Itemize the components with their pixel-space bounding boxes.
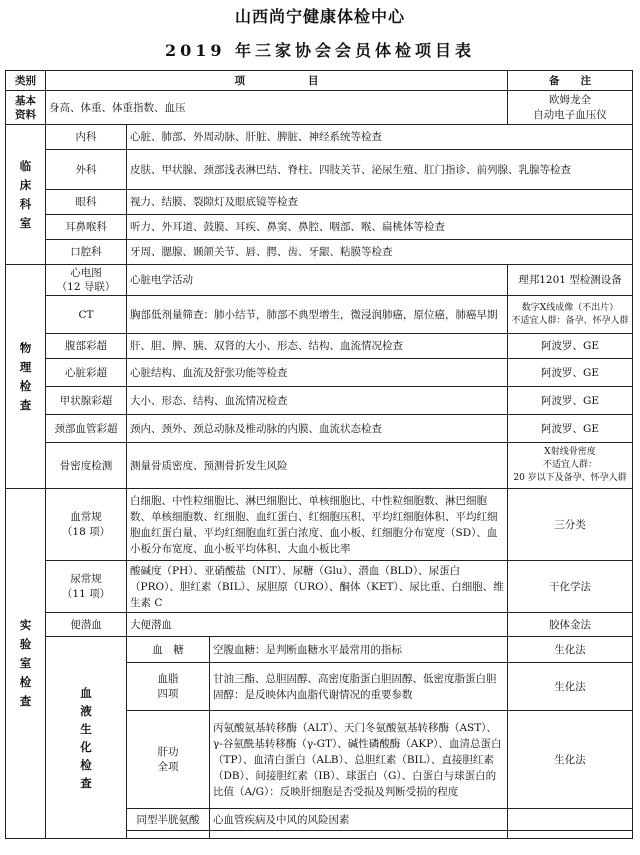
item-content: 牙周、腮腺、颞颌关节、唇、腭、齿、牙龈、粘膜等检查 (127, 240, 633, 265)
basic-note: 欧姆龙全 自动电子血压仪 (508, 91, 633, 125)
item-note (508, 809, 633, 831)
item-note: X射线骨密度 不适宜人群： 20 岁以下及备孕、怀孕人群 (508, 443, 633, 489)
item-name: 便潜血 (46, 613, 127, 637)
item-content: 甘油三酯、总胆固醇、高密度脂蛋白胆固醇、低密度脂蛋白胆固醇：是反映体内血脂代谢情况的重要参数 (210, 663, 508, 711)
table-row (6, 334, 633, 359)
org-name: 山西尚宁健康体检中心 (234, 7, 405, 26)
item-content: 肝、胆、脾、胰、双肾的大小、形态、结构、血流情况检查 (127, 334, 508, 359)
item-name: 心电图 （12 导联） (46, 265, 127, 296)
item-content: 胸部低剂量筛查：肺小结节，肺部不典型增生，微浸润肺癌，原位癌，肺癌早期 (127, 296, 508, 334)
item-name: 骨密度检测 (46, 443, 127, 489)
item-name: 甲状腺彩超 (46, 387, 127, 415)
table-row (6, 265, 633, 296)
item-note: 生化法 (508, 663, 633, 711)
item-content: 听力、外耳道、鼓膜、耳疾、鼻窦、鼻腔、咽部、喉、扁桃体等检查 (127, 215, 633, 240)
item-name: 口腔科 (46, 240, 127, 265)
item-content: 心脏电学活动 (127, 265, 508, 296)
item-note: 阿波罗、GE (508, 359, 633, 387)
table-header-row (6, 71, 633, 91)
item-content: 视力、结膜、裂隙灯及眼底镜等检查 (127, 190, 633, 215)
item-content: 心脏结构、血流及舒张功能等检查 (127, 359, 508, 387)
header-category: 类别 (6, 71, 46, 91)
item-note: 生化法 (508, 637, 633, 663)
table-row (6, 150, 633, 190)
item-content: 空腹血糖：是判断血糖水平最常用的指标 (210, 637, 508, 663)
category-clinical: 临 床 科 室 (6, 125, 46, 265)
item-name: 血 糖 (127, 637, 210, 663)
item-name: 肝功 全项 (127, 711, 210, 809)
item-content: 测量骨质密度、预测骨折发生风险 (127, 443, 508, 489)
exam-table (5, 70, 633, 839)
item-content: 心血管疾病及中风的风险因素 (210, 809, 508, 831)
item-name: 眼科 (46, 190, 127, 215)
item-name: 颈部血管彩超 (46, 415, 127, 443)
item-content: 心脏、肺部、外周动脉、肝脏、脾脏、神经系统等检查 (127, 125, 633, 150)
item-name: 心脏彩超 (46, 359, 127, 387)
item-content: 丙氨酸氨基转移酶（ALT）、天门冬氨酸氨基转移酶（AST）、γ-谷氨酰基转移酶（γ-GT）、碱性磷酸酶（AKP）、血清总蛋白（TP）、血清白蛋白（ALB）、总胆红素（BIL）、直接胆红素（DB）、间接胆红素（IB）、球蛋白（G）、白蛋白与球蛋白的比值（A/G）：反映肝细胞是否受损及判断受损的程度 (210, 711, 508, 809)
table-row (6, 637, 633, 663)
item-content: 颈内、颈外、颈总动脉及椎动脉的内膜、血流状态检查 (127, 415, 508, 443)
item-name: 耳鼻喉科 (46, 215, 127, 240)
item-note: 理邦1201 型检测设备 (508, 265, 633, 296)
item-note: 阿波罗、GE (508, 334, 633, 359)
table-row (6, 415, 633, 443)
table-row (6, 91, 633, 125)
item-name: 腹部彩超 (46, 334, 127, 359)
item-name: 外科 (46, 150, 127, 190)
table-row (6, 387, 633, 415)
item-name: 尿常规 （11 项） (46, 561, 127, 613)
item-content: 皮肤、甲状腺、颈部浅表淋巴结、脊柱、四肢关节、泌尿生殖、肛门指诊、前列腺、乳腺等检查 (127, 150, 633, 190)
table-row (6, 240, 633, 265)
basic-content: 身高、体重、体重指数、血压 (46, 91, 508, 125)
table-row (6, 359, 633, 387)
table-row (6, 296, 633, 334)
item-content: 大小、形态、结构、血流情况检查 (127, 387, 508, 415)
item-note: 数字X线成像（不出片） 不适宜人群：备孕、怀孕人群 (508, 296, 633, 334)
item-name: CT (46, 296, 127, 334)
table-row (6, 489, 633, 561)
page-title: 2019 年三家协会会员体检项目表 (164, 41, 476, 60)
category-physical: 物 理 检 查 (6, 265, 46, 489)
item-name: 血脂 四项 (127, 663, 210, 711)
filler-cell (127, 831, 210, 839)
item-note: 胶体金法 (508, 613, 633, 637)
item-note: 阿波罗、GE (508, 415, 633, 443)
filler-cell (210, 831, 508, 839)
header-note: 备 注 (508, 71, 633, 91)
table-row (6, 561, 633, 613)
item-note: 生化法 (508, 711, 633, 809)
item-name: 内科 (46, 125, 127, 150)
item-name: 同型半胱氨酸 (127, 809, 210, 831)
item-content: 白细胞、中性粒细胞比、淋巴细胞比、单核细胞比、中性粒细胞数、淋巴细胞数、单核细胞数、红细胞、血红蛋白、红细胞压积、平均红细胞体积、平均红细胞血红蛋白量、平均红细胞血红蛋白浓度、血小板、红细胞分布宽度（SD）、血小板分布宽度、血小板平均体积、大血小板比率 (127, 489, 508, 561)
table-row (6, 443, 633, 489)
item-note: 干化学法 (508, 561, 633, 613)
item-name: 血常规 （18 项） (46, 489, 127, 561)
table-row (6, 125, 633, 150)
item-content: 酸碱度（PH）、亚硝酸盐（NIT）、尿糖（Glu）、潜血（BLD）、尿蛋白（PRO）、胆红素（BIL）、尿胆原（URO）、酮体（KET）、尿比重、白细胞、维生素 C (127, 561, 508, 613)
category-lab: 实 验 室 检 查 (6, 489, 46, 839)
item-note: 阿波罗、GE (508, 387, 633, 415)
table-row (6, 613, 633, 637)
filler-cell (508, 831, 633, 839)
item-note: 三分类 (508, 489, 633, 561)
item-content: 大便潜血 (127, 613, 508, 637)
category-basic: 基本 资料 (6, 91, 46, 125)
table-row (6, 190, 633, 215)
table-row (6, 215, 633, 240)
header-item: 项 目 (46, 71, 508, 91)
blood-biochem-label: 血 液 生 化 检 查 (46, 637, 127, 839)
